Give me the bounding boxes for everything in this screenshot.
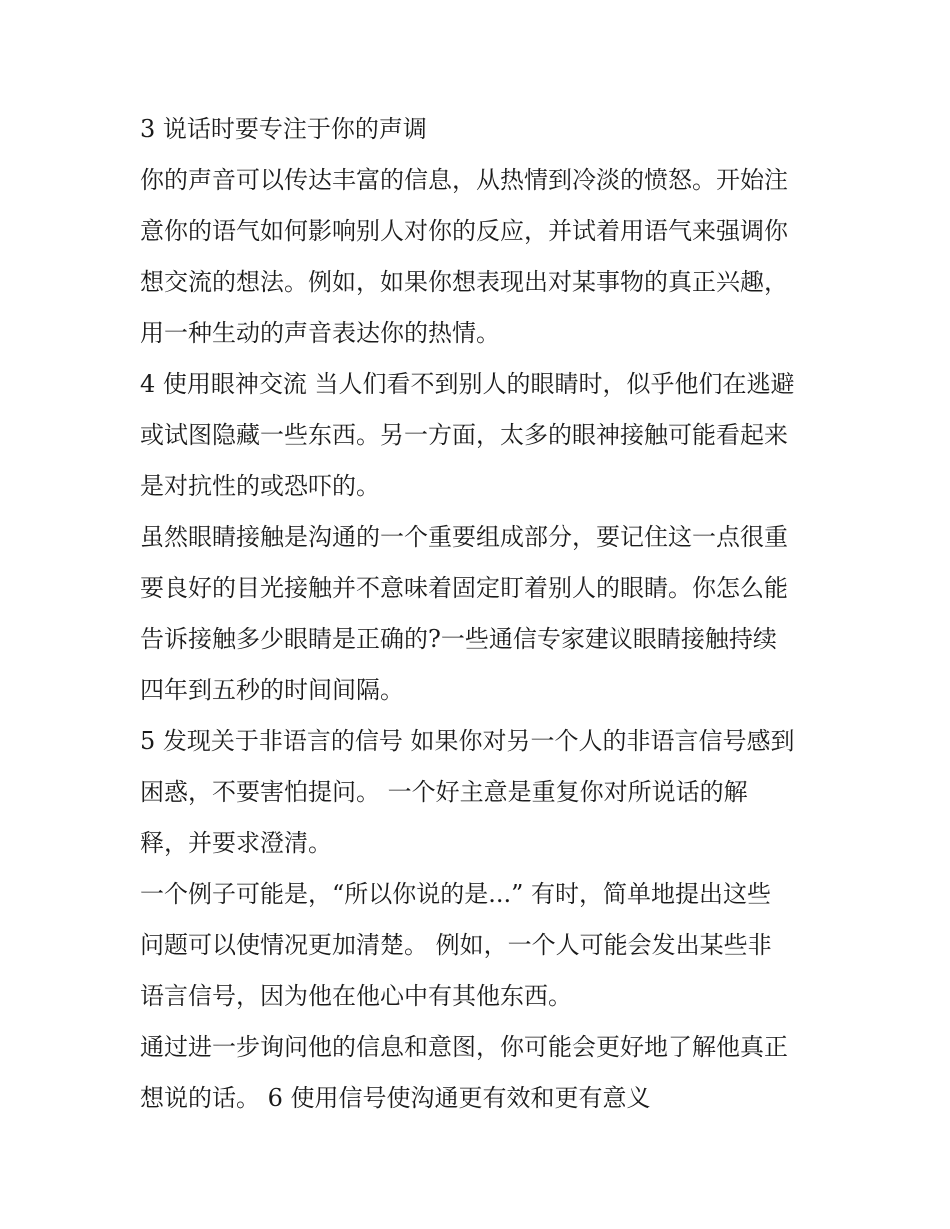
- text-line: 你的声音可以传达丰富的信息，从热情到冷淡的愤怒。开始注: [140, 166, 788, 194]
- text-line: 虽然眼睛接触是沟通的一个重要组成部分，要记住这一点很重: [140, 523, 788, 551]
- text-line: 是对抗性的或恐吓的。: [140, 472, 380, 500]
- text-line: 语言信号，因为他在他心中有其他东西。: [140, 982, 572, 1010]
- text-line: 通过进一步询问他的信息和意图，你可能会更好地了解他真正: [140, 1033, 788, 1061]
- text-line: 四年到五秒的时间间隔。: [140, 676, 404, 704]
- text-line: 想交流的想法。例如，如果你想表现出对某事物的真正兴趣，: [140, 268, 788, 296]
- text-line: 或试图隐藏一些东西。另一方面，太多的眼神接触可能看起来: [140, 421, 788, 449]
- text-line: 想说的话。 6 使用信号使沟通更有效和更有意义: [140, 1084, 651, 1112]
- document-body: [140, 104, 830, 1124]
- text-line: 意你的语气如何影响别人对你的反应，并试着用语气来强调你: [140, 217, 788, 245]
- text-line: 告诉接触多少眼睛是正确的?一些通信专家建议眼睛接触持续: [140, 625, 777, 653]
- text-line: 释，并要求澄清。: [140, 829, 332, 857]
- text-line: 5 发现关于非语言的信号 如果你对另一个人的非语言信号感到: [140, 727, 795, 755]
- text-line: 问题可以使情况更加清楚。 例如，一个人可能会发出某些非: [140, 931, 772, 959]
- text-line: 困惑，不要害怕提问。 一个好主意是重复你对所说话的解: [140, 778, 748, 806]
- text-line: 4 使用眼神交流 当人们看不到别人的眼睛时，似乎他们在逃避: [140, 370, 795, 398]
- text-line: 3 说话时要专注于你的声调: [140, 115, 427, 143]
- text-line: 要良好的目光接触并不意味着固定盯着别人的眼睛。你怎么能: [140, 574, 788, 602]
- text-line: 一个例子可能是，“所以你说的是...” 有时，简单地提出这些: [140, 880, 772, 908]
- text-line: 用一种生动的声音表达你的热情。: [140, 319, 500, 347]
